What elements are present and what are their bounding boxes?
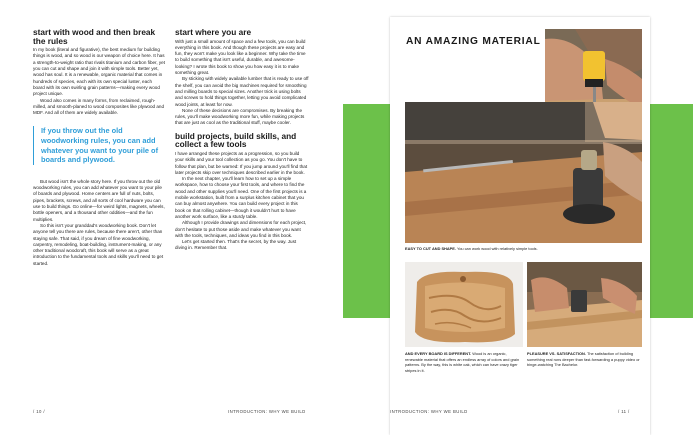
folio-running-head-right: INTRODUCTION: WHY WE BUILD [390,409,468,414]
folio-page-number-left: / 10 / [33,409,45,414]
photo-carved-board [405,262,523,347]
left-page [0,0,343,435]
paragraph: By sticking with widely available lumber that is ready to use off the shelf, you can avoid the big machines required for smoothing and milling boards to special sizes. Another trick is using bolts and screws to hold things together, letting you avoid complicated wood joints, at least for now. [175,76,309,107]
board-photo-illustration [405,262,523,347]
folio-running-head-left: INTRODUCTION: WHY WE BUILD [228,409,306,414]
paragraph: But wood isn't the whole story here. If you throw out the old woodworking rules, you can add whatever you want to your pile of boards and plywood. Home centers are full of nuts, bolts, pipes, brackets, screws, and all sorts of cool hardware you can use to build things. Go online—for weird lights, magnets, wheels, bottle openers, and a thousand other oddities—and the fun multiplies. [33,178,165,222]
paragraph: In the next chapter, you'll learn how to set up a simple workspace, how to choose your first tools, and where to find the wood and other supplies you'll need. One of the first projects is a mobile workstation, built from a surplus kitchen cabinet that you can buy almost anywhere. You can build every project in this book on that rolling cabinet—though it wouldn't hurt to have another work surface, like a sturdy table. [175,176,307,219]
paragraph: In my book (literal and figurative), the best medium for building things is wood, and so wood is our weapon of choice here. It has a strength-to-weight ratio that rivals titanium and carbon fiber, yet you can cut and shape and join it with simple tools. Better yet, wood has soul. It is a renewable, organic material that comes in hundreds of species, each with its own special luster, each board with its own swirling grain patterns—making every wood project unique. [33,47,166,97]
caption-easy-to-cut [405,246,642,252]
caption-lead: EASY TO CUT AND SHAPE. [405,246,456,251]
paragraph: Let's get started then. That's the secret, by the way. Just diving in. Remember that. [175,239,297,251]
paragraph: So this isn't your granddad's woodworking book. Don't let anyone tell you there are rules, because there aren't, other than staying safe. That said, if you dream of fine woodworking, carpentry, remodeling, boat-building, instrument-making, or any other traditional woodcraft, this book will serve as a great introduction to the fundamental tools and skills you'll need to get started. [33,222,164,266]
paragraph: With just a small amount of space and a few tools, you can build everything in this book. And though these projects are easy and fun, they won't make you look like a beginner. Why take the time to build something that isn't useful, durable, and awesome-looking? I wrote this book to show you how easy it is to make something great. [175,38,306,76]
paragraph: Wood also comes in many forms, from reclaimed, rough-milled, and smooth-planed to wood composites like plywood and MDF. And all of them are widely available. [33,97,164,116]
caption-text: You can work wood with relatively simple tools. [456,246,538,251]
caption-text: The satisfaction of building something real runs deeper than fast-forwarding a puppy video or binge-watching The Bachelor. [527,351,640,368]
paragraph: Although I provide drawings and dimensions for each project, don't hesitate to put those aside and make whatever you want with the tools, techniques, and ideas you find in this book. [175,220,307,238]
caption-lead: AND EVERY BOARD IS DIFFERENT. [405,351,472,356]
sidebar-title: AN AMAZING MATERIAL [406,36,541,47]
router-photo-illustration [405,102,642,243]
left-column-1 [33,28,165,267]
paragraph: None of these decisions are compromises. By breaking the rules, you'll make woodworking more fun, while making projects that are just as cool as the traditional stuff, maybe cooler. [175,107,305,126]
heading-build-projects: build projects, build skills, and collect a few tools [175,130,297,150]
heading-start-where-you-are: start where you are [175,27,252,37]
caption-every-board [405,351,523,373]
caption-pleasure-satisfaction [527,351,642,368]
caption-text: Wood is an organic, renewable material that offers an endless array of colors and grain patterns. By the way, this is white oak, which can have crazy tiger stripes in it. [405,351,520,373]
pull-quote: If you throw out the old woodworking rules, you can add whatever you want to your pile of boards and plywood. [33,126,165,164]
right-page [390,17,650,435]
heading-start-with-wood: start with wood and then break the rules [33,27,156,46]
folio-page-number-right: / 11 / [618,409,630,414]
router-plank-illustration [527,262,642,347]
paragraph: I have arranged these projects as a progression, so you build your skills and your tool collection as you go. You don't have to follow that plan, but be warned: If you jump around you'll find that later projects skip over techniques described earlier in the book. [175,150,308,175]
caption-lead: PLEASURE VS. SATISFACTION. [527,351,586,356]
photo-router-plank [527,262,642,347]
left-column-2 [175,28,309,252]
photo-router-workbench [405,102,642,243]
